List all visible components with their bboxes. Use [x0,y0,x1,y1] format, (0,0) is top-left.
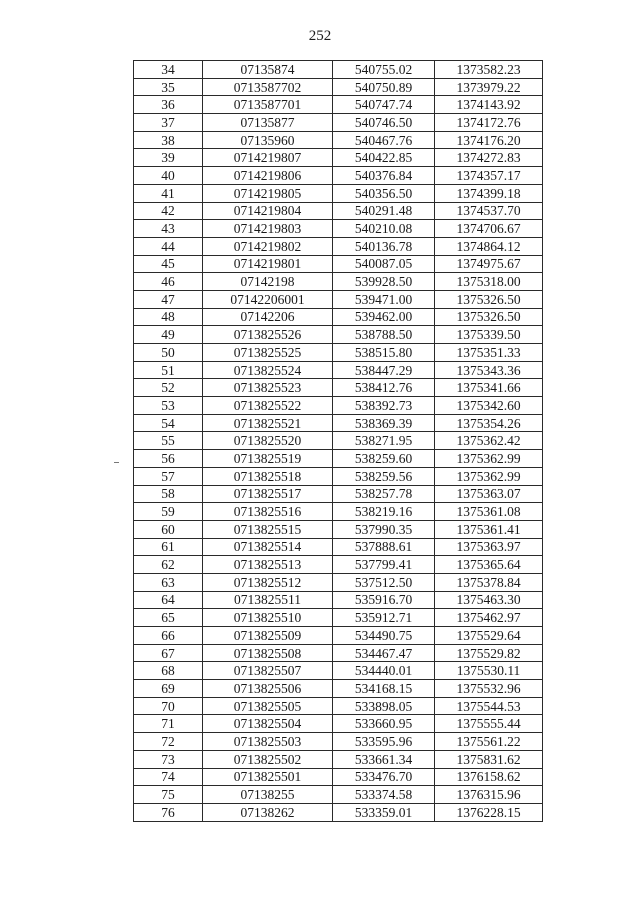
x-coordinate-cell: 539928.50 [333,273,435,291]
table-row [134,61,543,79]
x-coordinate-cell: 540422.85 [333,149,435,167]
point-number-cell: 74 [134,768,203,786]
y-coordinate-cell: 1375361.08 [435,503,543,521]
table-row [134,680,543,698]
y-coordinate-cell: 1375362.99 [435,450,543,468]
point-number-cell: 62 [134,556,203,574]
x-coordinate-cell: 533374.58 [333,786,435,804]
table-row [134,662,543,680]
page-number: 252 [308,28,332,44]
table-row [134,131,543,149]
point-code-cell: 07142206 [203,308,333,326]
point-code-cell: 0713825509 [203,627,333,645]
y-coordinate-cell: 1375555.44 [435,715,543,733]
coordinates-table [133,60,543,822]
table-row [134,344,543,362]
y-coordinate-cell: 1376228.15 [435,803,543,821]
x-coordinate-cell: 540467.76 [333,131,435,149]
point-number-cell: 56 [134,450,203,468]
table-row [134,432,543,450]
y-coordinate-cell: 1375339.50 [435,326,543,344]
point-number-cell: 36 [134,96,203,114]
x-coordinate-cell: 533476.70 [333,768,435,786]
table-row [134,273,543,291]
point-number-cell: 49 [134,326,203,344]
point-number-cell: 48 [134,308,203,326]
table-row [134,114,543,132]
point-number-cell: 44 [134,237,203,255]
point-number-cell: 65 [134,609,203,627]
y-coordinate-cell: 1374143.92 [435,96,543,114]
y-coordinate-cell: 1374399.18 [435,184,543,202]
x-coordinate-cell: 538271.95 [333,432,435,450]
point-code-cell: 0714219807 [203,149,333,167]
y-coordinate-cell: 1375378.84 [435,573,543,591]
point-code-cell: 07135874 [203,61,333,79]
x-coordinate-cell: 539471.00 [333,290,435,308]
y-coordinate-cell: 1375363.97 [435,538,543,556]
x-coordinate-cell: 539462.00 [333,308,435,326]
x-coordinate-cell: 533660.95 [333,715,435,733]
x-coordinate-cell: 538259.60 [333,450,435,468]
table-row [134,149,543,167]
y-coordinate-cell: 1374176.20 [435,131,543,149]
point-code-cell: 0713825505 [203,697,333,715]
x-coordinate-cell: 535912.71 [333,609,435,627]
point-code-cell: 0713825519 [203,450,333,468]
x-coordinate-cell: 540136.78 [333,237,435,255]
x-coordinate-cell: 534467.47 [333,644,435,662]
point-number-cell: 64 [134,591,203,609]
x-coordinate-cell: 537888.61 [333,538,435,556]
point-code-cell: 0714219806 [203,167,333,185]
x-coordinate-cell: 540747.74 [333,96,435,114]
x-coordinate-cell: 534440.01 [333,662,435,680]
table-row [134,414,543,432]
point-number-cell: 57 [134,467,203,485]
point-number-cell: 37 [134,114,203,132]
table-row [134,450,543,468]
table-row [134,556,543,574]
point-number-cell: 35 [134,78,203,96]
point-code-cell: 0714219801 [203,255,333,273]
y-coordinate-cell: 1375361.41 [435,520,543,538]
x-coordinate-cell: 540087.05 [333,255,435,273]
point-code-cell: 0714219804 [203,202,333,220]
point-code-cell: 0713825511 [203,591,333,609]
y-coordinate-cell: 1374357.17 [435,167,543,185]
point-number-cell: 67 [134,644,203,662]
table-row [134,326,543,344]
point-code-cell: 0713825517 [203,485,333,503]
point-number-cell: 53 [134,397,203,415]
y-coordinate-cell: 1375463.30 [435,591,543,609]
point-code-cell: 0713825516 [203,503,333,521]
point-code-cell: 0713825513 [203,556,333,574]
y-coordinate-cell: 1374975.67 [435,255,543,273]
point-code-cell: 07138262 [203,803,333,821]
point-code-cell: 0713825521 [203,414,333,432]
point-code-cell: 0713587701 [203,96,333,114]
y-coordinate-cell: 1374272.83 [435,149,543,167]
table-row [134,220,543,238]
point-code-cell: 0713825524 [203,361,333,379]
y-coordinate-cell: 1375342.60 [435,397,543,415]
x-coordinate-cell: 534490.75 [333,627,435,645]
point-code-cell: 0713825502 [203,750,333,768]
table-row [134,697,543,715]
point-code-cell: 0713825512 [203,573,333,591]
point-code-cell: 07142198 [203,273,333,291]
point-number-cell: 58 [134,485,203,503]
y-coordinate-cell: 1375363.07 [435,485,543,503]
y-coordinate-cell: 1375365.64 [435,556,543,574]
x-coordinate-cell: 538447.29 [333,361,435,379]
y-coordinate-cell: 1375318.00 [435,273,543,291]
point-code-cell: 0713825515 [203,520,333,538]
y-coordinate-cell: 1375362.99 [435,467,543,485]
point-number-cell: 61 [134,538,203,556]
y-coordinate-cell: 1375341.66 [435,379,543,397]
point-code-cell: 0713825507 [203,662,333,680]
x-coordinate-cell: 538515.80 [333,344,435,362]
point-number-cell: 46 [134,273,203,291]
table-row [134,786,543,804]
point-code-cell: 07138255 [203,786,333,804]
y-coordinate-cell: 1375362.42 [435,432,543,450]
x-coordinate-cell: 533359.01 [333,803,435,821]
y-coordinate-cell: 1374537.70 [435,202,543,220]
y-coordinate-cell: 1375529.64 [435,627,543,645]
point-code-cell: 0713825522 [203,397,333,415]
point-code-cell: 0713825503 [203,733,333,751]
y-coordinate-cell: 1375326.50 [435,290,543,308]
point-code-cell: 0713825501 [203,768,333,786]
table-row [134,520,543,538]
point-number-cell: 55 [134,432,203,450]
point-number-cell: 41 [134,184,203,202]
table-row [134,715,543,733]
point-code-cell: 0713825523 [203,379,333,397]
x-coordinate-cell: 533595.96 [333,733,435,751]
table-row [134,803,543,821]
point-number-cell: 73 [134,750,203,768]
x-coordinate-cell: 538412.76 [333,379,435,397]
point-number-cell: 50 [134,344,203,362]
y-coordinate-cell: 1376158.62 [435,768,543,786]
point-number-cell: 75 [134,786,203,804]
point-code-cell: 0714219803 [203,220,333,238]
table-row [134,485,543,503]
table-row [134,768,543,786]
point-number-cell: 43 [134,220,203,238]
point-number-cell: 47 [134,290,203,308]
point-number-cell: 38 [134,131,203,149]
point-code-cell: 0713825518 [203,467,333,485]
x-coordinate-cell: 540746.50 [333,114,435,132]
x-coordinate-cell: 538219.16 [333,503,435,521]
point-code-cell: 0713825526 [203,326,333,344]
table-row [134,184,543,202]
x-coordinate-cell: 538259.56 [333,467,435,485]
table-row [134,361,543,379]
point-code-cell: 0713825506 [203,680,333,698]
point-code-cell: 0713587702 [203,78,333,96]
table-row [134,202,543,220]
table-row [134,733,543,751]
point-number-cell: 63 [134,573,203,591]
point-code-cell: 07135960 [203,131,333,149]
table-row [134,167,543,185]
x-coordinate-cell: 540356.50 [333,184,435,202]
table-row [134,78,543,96]
point-code-cell: 07142206001 [203,290,333,308]
point-code-cell: 07135877 [203,114,333,132]
point-code-cell: 0713825504 [203,715,333,733]
y-coordinate-cell: 1375343.36 [435,361,543,379]
x-coordinate-cell: 533898.05 [333,697,435,715]
y-coordinate-cell: 1374172.76 [435,114,543,132]
table-row [134,750,543,768]
point-number-cell: 54 [134,414,203,432]
point-code-cell: 0713825514 [203,538,333,556]
table-row [134,609,543,627]
point-number-cell: 42 [134,202,203,220]
y-coordinate-cell: 1373979.22 [435,78,543,96]
y-coordinate-cell: 1373582.23 [435,61,543,79]
x-coordinate-cell: 537799.41 [333,556,435,574]
x-coordinate-cell: 540755.02 [333,61,435,79]
point-number-cell: 51 [134,361,203,379]
y-coordinate-cell: 1375544.53 [435,697,543,715]
point-number-cell: 71 [134,715,203,733]
x-coordinate-cell: 533661.34 [333,750,435,768]
margin-mark [114,462,119,463]
table-row [134,591,543,609]
table-row [134,255,543,273]
x-coordinate-cell: 537512.50 [333,573,435,591]
point-code-cell: 0714219802 [203,237,333,255]
y-coordinate-cell: 1375561.22 [435,733,543,751]
point-number-cell: 70 [134,697,203,715]
y-coordinate-cell: 1375326.50 [435,308,543,326]
point-number-cell: 59 [134,503,203,521]
point-number-cell: 39 [134,149,203,167]
table-row [134,290,543,308]
y-coordinate-cell: 1375354.26 [435,414,543,432]
table-row [134,467,543,485]
y-coordinate-cell: 1374864.12 [435,237,543,255]
point-code-cell: 0713825510 [203,609,333,627]
table-row [134,538,543,556]
y-coordinate-cell: 1375530.11 [435,662,543,680]
point-number-cell: 76 [134,803,203,821]
point-number-cell: 40 [134,167,203,185]
table-row [134,503,543,521]
y-coordinate-cell: 1376315.96 [435,786,543,804]
point-code-cell: 0713825520 [203,432,333,450]
table-row [134,308,543,326]
table-row [134,644,543,662]
table-row [134,397,543,415]
point-number-cell: 60 [134,520,203,538]
point-number-cell: 45 [134,255,203,273]
point-code-cell: 0713825508 [203,644,333,662]
table-row [134,627,543,645]
x-coordinate-cell: 540291.48 [333,202,435,220]
x-coordinate-cell: 534168.15 [333,680,435,698]
x-coordinate-cell: 538369.39 [333,414,435,432]
point-code-cell: 0714219805 [203,184,333,202]
x-coordinate-cell: 540210.08 [333,220,435,238]
point-number-cell: 69 [134,680,203,698]
point-number-cell: 52 [134,379,203,397]
y-coordinate-cell: 1375532.96 [435,680,543,698]
table-row [134,379,543,397]
point-number-cell: 66 [134,627,203,645]
y-coordinate-cell: 1374706.67 [435,220,543,238]
table-row [134,237,543,255]
x-coordinate-cell: 540376.84 [333,167,435,185]
table-row [134,573,543,591]
y-coordinate-cell: 1375351.33 [435,344,543,362]
y-coordinate-cell: 1375462.97 [435,609,543,627]
x-coordinate-cell: 538392.73 [333,397,435,415]
x-coordinate-cell: 537990.35 [333,520,435,538]
x-coordinate-cell: 535916.70 [333,591,435,609]
x-coordinate-cell: 538788.50 [333,326,435,344]
point-number-cell: 68 [134,662,203,680]
point-number-cell: 72 [134,733,203,751]
x-coordinate-cell: 540750.89 [333,78,435,96]
x-coordinate-cell: 538257.78 [333,485,435,503]
table-row [134,96,543,114]
y-coordinate-cell: 1375529.82 [435,644,543,662]
table-body [134,61,543,822]
y-coordinate-cell: 1375831.62 [435,750,543,768]
point-code-cell: 0713825525 [203,344,333,362]
point-number-cell: 34 [134,61,203,79]
